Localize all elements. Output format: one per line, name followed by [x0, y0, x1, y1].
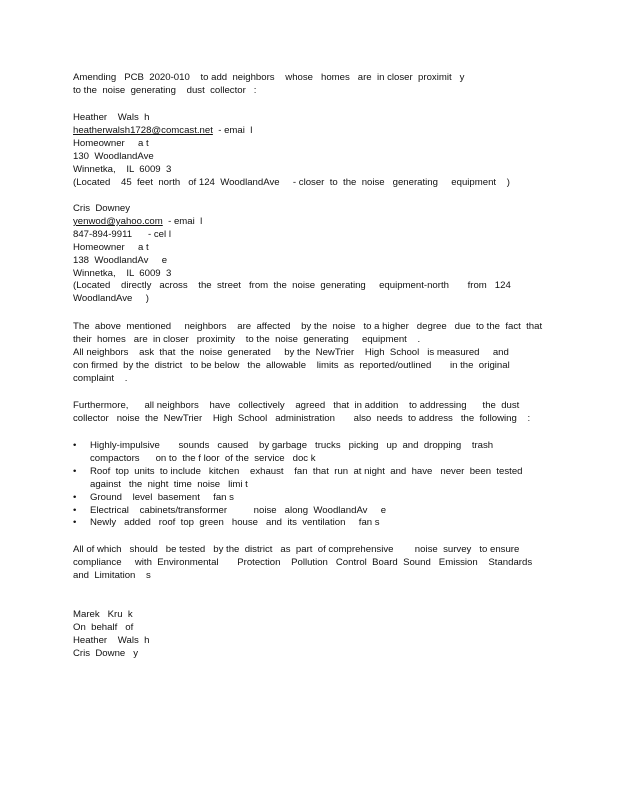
signature-block [73, 609, 553, 661]
affected-paragraph [73, 321, 553, 386]
signature-line-4: Cris Downe y [73, 647, 139, 659]
bullet-line: against the night time noise limi t [90, 478, 248, 490]
affected-line-1: The above mentioned neighbors are affected by the noise to a higher degree due to the fact that [73, 321, 543, 332]
all-tested-paragraph [73, 544, 553, 583]
contact-city: Winnetka, IL 6009 3 [73, 163, 172, 175]
contact-location-2: WoodlandAve ) [73, 293, 149, 305]
bullet-item [73, 440, 553, 466]
bullet-line: Highly-impulsive sounds caused by garbage trucks picking up and dropping trash [90, 440, 494, 451]
affected-line-3: All neighbors ask that the noise generated by the NewTrier High School is measured and [73, 346, 509, 358]
furthermore-line-1: Furthermore, all neighbors have collectively agreed that in addition to addressing the dust [73, 400, 520, 411]
contact-street: 130 WoodlandAve [73, 150, 154, 162]
signature-line-1: Marek Kru k [73, 609, 133, 620]
bullet-dot: • [73, 491, 77, 503]
bullet-line: Ground level basement fan s [90, 491, 234, 503]
bullet-dot: • [73, 517, 77, 529]
contact-role: Homeowner a t [73, 137, 149, 149]
all-tested-line-3: and Limitation s [73, 569, 151, 581]
intro-line-1: Amending PCB 2020-010 to add neighbors whose homes are in closer proximit y [73, 72, 465, 83]
all-tested-line-2: compliance with Environmental Protection Pollution Control Board Sound Emission Standards [73, 556, 533, 568]
contact-location: (Located 45 feet north of 124 WoodlandAve - closer to the noise generating equipment ) [73, 176, 510, 188]
bullet-dot: • [73, 465, 77, 477]
contact-block-heather [73, 112, 553, 189]
furthermore-paragraph [73, 400, 553, 426]
contact-location-1: (Located directly across the street from the noise generating equipment-north from 124 [73, 280, 511, 292]
signature-line-3: Heather Wals h [73, 634, 150, 646]
contact-email-line [73, 125, 553, 138]
intro-paragraph [73, 72, 553, 98]
furthermore-line-2: collector noise the NewTrier High School administration also needs to address the following : [73, 412, 531, 424]
contact-city: Winnetka, IL 6009 3 [73, 267, 172, 279]
all-tested-line-1: All of which should be tested by the district as part of comprehensive noise survey to ensure [73, 544, 520, 555]
bullet-line: Roof top units to include kitchen exhaust fan that run at night and have never been tested [90, 465, 523, 477]
bullet-item [73, 505, 553, 518]
contact-role: Homeowner a t [73, 241, 149, 253]
bullet-dot: • [73, 440, 77, 451]
intro-line-2: to the noise generating dust collector : [73, 84, 257, 96]
email-suffix: - emai l [212, 124, 253, 136]
email-link[interactable]: yenwod@yahoo.com [73, 215, 163, 227]
bullet-item [73, 492, 553, 505]
contact-name: Heather Wals h [73, 112, 150, 123]
affected-line-2: their homes are in closer proximity to the noise generating equipment . [73, 333, 421, 345]
signature-line-2: On behalf of [73, 621, 134, 633]
email-suffix: - emai l [162, 215, 203, 227]
bullet-list [73, 440, 553, 530]
email-link[interactable]: heatherwalsh1728@comcast.net [73, 124, 213, 136]
contact-block-cris [73, 203, 553, 306]
bullet-line: Electrical cabinets/transformer noise along WoodlandAv e [90, 504, 387, 516]
bullet-item [73, 517, 553, 530]
affected-line-5: complaint . [73, 372, 128, 384]
bullet-line: Newly added roof top green house and its ventilation fan s [90, 517, 380, 529]
bullet-item [73, 466, 553, 492]
contact-phone: 847-894-9911 - cel l [73, 228, 171, 240]
contact-name: Cris Downey [73, 203, 131, 214]
bullet-dot: • [73, 504, 77, 516]
contact-street: 138 WoodlandAv e [73, 254, 168, 266]
affected-line-4: con firmed by the district to be below the allowable limits as reported/outlined in the original [73, 359, 510, 371]
contact-email-line [73, 216, 553, 229]
bullet-line: compactors on to the f loor of the service doc k [90, 452, 316, 464]
